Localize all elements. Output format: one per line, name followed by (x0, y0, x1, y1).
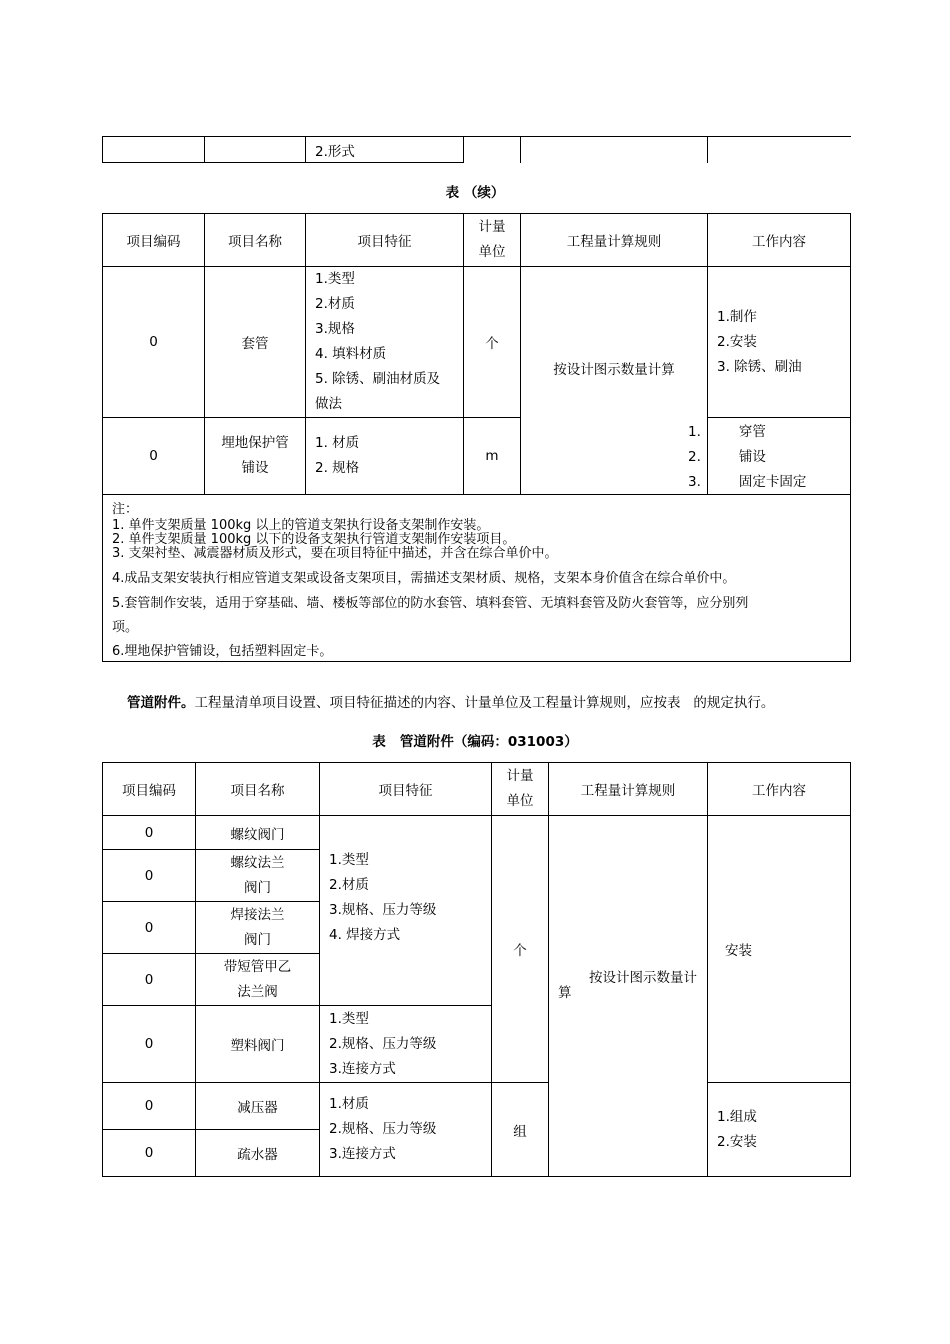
unit-set: 组 (492, 1083, 549, 1177)
section-paragraph (127, 691, 774, 711)
top-fragment-table (102, 136, 851, 163)
note-item: 4.成品支架安装执行相应管道支架或设备支架项目，需描述支架材质、规格，支架本身价值含在综合单价中。 (112, 571, 736, 586)
unit-piece: 个 (492, 816, 549, 1083)
header-name: 项目名称 (196, 763, 320, 816)
header-features: 项目特征 (320, 763, 492, 816)
row-name: 套管 (205, 267, 306, 418)
row-name: 螺纹法兰 阀门 (196, 850, 320, 902)
table1 (102, 213, 851, 495)
fragment-cell (521, 137, 708, 163)
row-work: 1.制作 2.安装 3. 除锈、刷油 (708, 267, 851, 418)
row-unit: 个 (464, 267, 521, 418)
work-assemble-install: 1.组成 2.安装 (708, 1083, 851, 1177)
header-unit: 计量 单位 (464, 214, 521, 267)
header-rule: 工程量计算规则 (521, 214, 708, 267)
row-code: 0 (103, 816, 196, 850)
features-reducer-trap: 1.材质 2.规格、压力等级 3.连接方式 (320, 1083, 492, 1177)
header-name: 项目名称 (205, 214, 306, 267)
row-name: 螺纹阀门 (196, 816, 320, 850)
row-code: 0 (103, 1006, 196, 1083)
row-code: 0 (103, 1130, 196, 1177)
notes-box (102, 494, 851, 662)
row-name: 焊接法兰 阀门 (196, 902, 320, 954)
row-code: 0 (103, 902, 196, 954)
table2 (102, 762, 851, 1177)
table2-caption: 表 管道附件（编码：031003） (372, 734, 578, 750)
note-item: 1. 单件支架质量 100kg 以上的管道支架执行设备支架制作安装。 (112, 518, 490, 533)
header-code: 项目编码 (103, 214, 205, 267)
row-features: 1.类型 2.材质 3.规格 4. 填料材质 5. 除锈、刷油材质及 做法 (306, 267, 464, 418)
row-unit: m (464, 418, 521, 495)
row-code: 0 (103, 267, 205, 418)
paragraph-bold: 管道附件。 (127, 695, 195, 711)
note-item: 项。 (112, 620, 139, 635)
row-code: 0 (103, 954, 196, 1006)
row-name: 埋地保护管 铺设 (205, 418, 306, 495)
note-title: 注： (112, 502, 139, 517)
rule-cell: 按设计图示数量计 算 (549, 816, 708, 1177)
header-rule: 工程量计算规则 (549, 763, 708, 816)
rule-cell: 按设计图示数量计算 (521, 267, 708, 495)
row-code: 0 (103, 418, 205, 495)
row-features: 1. 材质 2. 规格 (306, 418, 464, 495)
fragment-cell-form: 2.形式 (306, 137, 464, 163)
note-item: 5.套管制作安装，适用于穿基础、墙、楼板等部位的防水套管、填料套管、无填料套管及防火套管等，应分别列 (112, 596, 749, 611)
row-code: 0 (103, 1083, 196, 1130)
fragment-cell (205, 137, 306, 163)
fragment-cell (708, 137, 851, 163)
note-item: 3. 支架衬垫、减震器材质及形式，要在项目特征中描述，并含在综合单价中。 (112, 546, 558, 561)
row-code: 0 (103, 850, 196, 902)
header-unit: 计量 单位 (492, 763, 549, 816)
features-plastic-valve: 1.类型 2.规格、压力等级 3.连接方式 (320, 1006, 492, 1083)
table1-caption: 表 （续） (445, 185, 505, 201)
note-item: 2. 单件支架质量 100kg 以下的设备支架执行管道支架制作安装项目。 (112, 532, 516, 547)
header-code: 项目编码 (103, 763, 196, 816)
note-item: 6.埋地保护管铺设，包括塑料固定卡。 (112, 644, 333, 659)
row-name: 带短管甲乙 法兰阀 (196, 954, 320, 1006)
work-install: 安装 (708, 816, 851, 1083)
features-valves: 1.类型 2.材质 3.规格、压力等级 4. 焊接方式 (320, 816, 492, 1006)
row-work: 1. 穿管 2. 铺设 3. 固定卡固定 (708, 418, 851, 495)
paragraph-text: 工程量清单项目设置、项目特征描述的内容、计量单位及工程量计算规则，应按表 的规定执行。 (194, 695, 775, 711)
fragment-cell (464, 137, 521, 163)
header-work: 工作内容 (708, 763, 851, 816)
header-work: 工作内容 (708, 214, 851, 267)
row-name: 减压器 (196, 1083, 320, 1130)
row-name: 疏水器 (196, 1130, 320, 1177)
row-name: 塑料阀门 (196, 1006, 320, 1083)
fragment-cell (103, 137, 205, 163)
header-features: 项目特征 (306, 214, 464, 267)
